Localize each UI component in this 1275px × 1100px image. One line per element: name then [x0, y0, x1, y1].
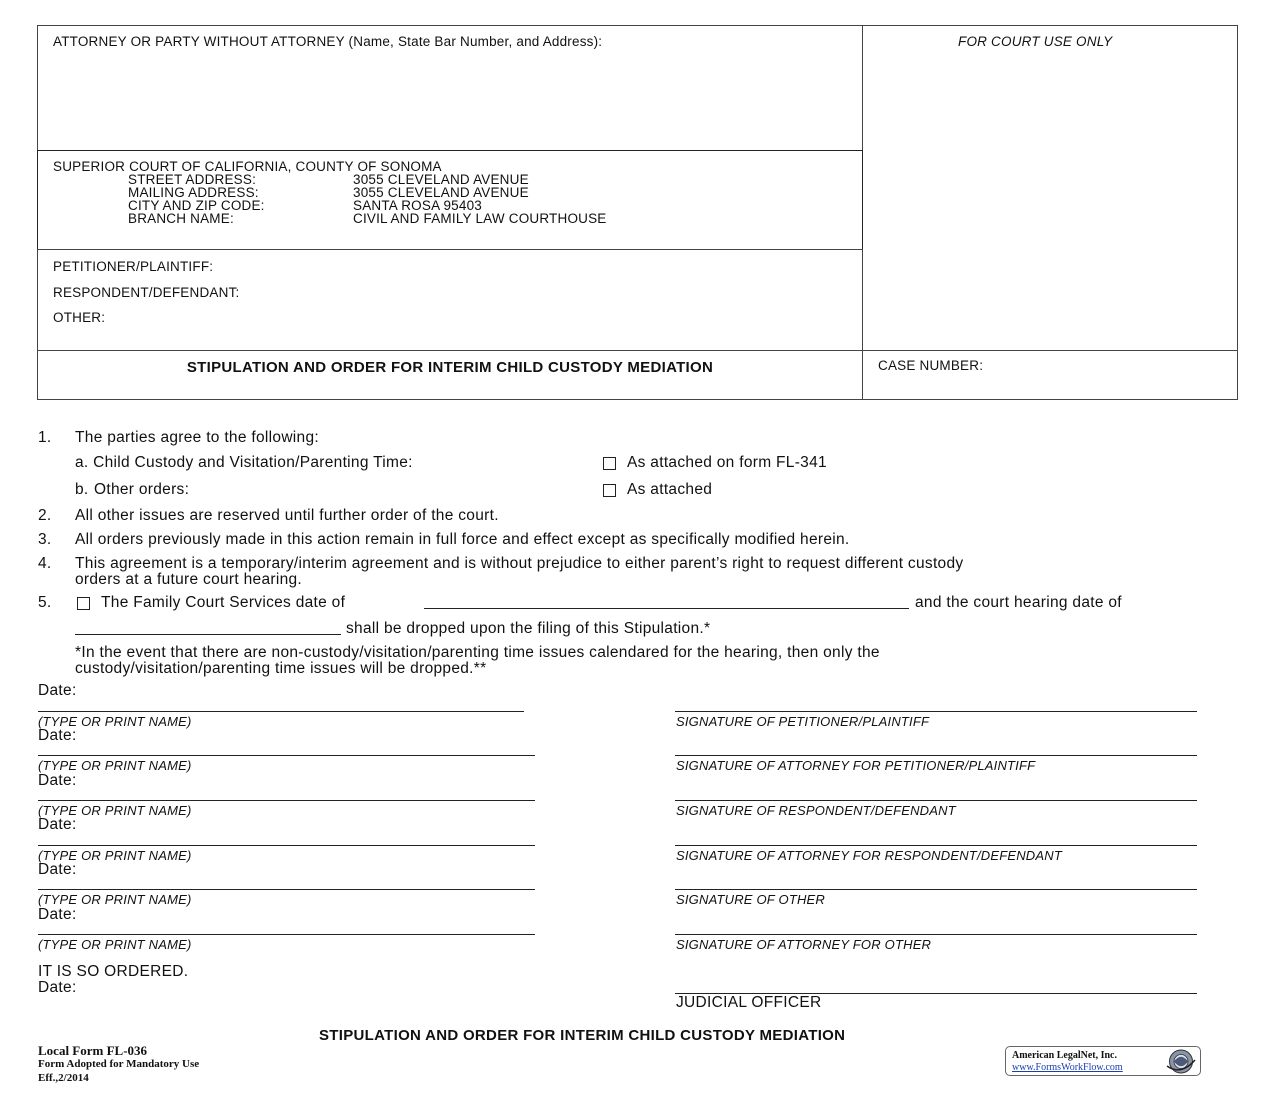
form-effective: Eff.,2/2014: [38, 1072, 89, 1084]
footnote-line-1: *In the event that there are non-custody/visitation/parenting time issues calendared for the hearing, then only the: [75, 644, 880, 661]
signature-line[interactable]: [675, 934, 1197, 935]
signature-label: SIGNATURE OF RESPONDENT/DEFENDANT: [676, 803, 956, 818]
signature-line[interactable]: [675, 800, 1197, 801]
court-branch-value: CIVIL AND FAMILY LAW COURTHOUSE: [353, 211, 607, 226]
court-street-label: STREET ADDRESS:: [128, 172, 257, 187]
attorney-label: ATTORNEY OR PARTY WITHOUT ATTORNEY (Name, State Bar Number, and Address):: [53, 34, 603, 49]
court-name: SUPERIOR COURT OF CALIFORNIA, COUNTY OF SONOMA: [53, 159, 442, 174]
fl341-checkbox[interactable]: [603, 457, 616, 470]
item-2-text: All other issues are reserved until further order of the court.: [75, 507, 499, 524]
other-orders-checkbox[interactable]: [603, 484, 616, 497]
petitioner-label: PETITIONER/PLAINTIFF:: [53, 259, 214, 274]
case-number-label: CASE NUMBER:: [878, 358, 984, 373]
signature-label: SIGNATURE OF OTHER: [676, 892, 826, 907]
court-city-label: CITY AND ZIP CODE:: [128, 198, 265, 213]
date-label: Date:: [38, 682, 77, 699]
print-name-line[interactable]: [38, 889, 535, 890]
vendor-name: American LegalNet, Inc.: [1012, 1050, 1117, 1061]
print-name-label: (TYPE OR PRINT NAME): [38, 803, 192, 818]
print-name-label: (TYPE OR PRINT NAME): [38, 848, 192, 863]
date-label: Date:: [38, 906, 77, 923]
court-city-value: SANTA ROSA 95403: [353, 198, 483, 213]
print-name-line[interactable]: [38, 800, 535, 801]
fcs-date-checkbox[interactable]: [77, 597, 90, 610]
signature-line[interactable]: [675, 711, 1197, 712]
item-1b-letter: b.: [75, 481, 89, 498]
other-label: OTHER:: [53, 310, 106, 325]
court-use-label: FOR COURT USE ONLY: [958, 34, 1113, 49]
item-5-part-2: and the court hearing date of: [915, 594, 1122, 611]
signature-line[interactable]: [675, 845, 1197, 846]
signature-line[interactable]: [675, 889, 1197, 890]
judicial-officer-label: JUDICIAL OFFICER: [676, 994, 822, 1011]
order-date-label: Date:: [38, 979, 77, 996]
item-1a-label: a. Child Custody and Visitation/Parenting Time:: [75, 454, 413, 471]
item-1a-option: As attached on form FL-341: [627, 454, 827, 471]
item-1-number: 1.: [38, 429, 52, 446]
item-4-line-1: This agreement is a temporary/interim agreement and is without prejudice to either parent’s right to request different custody: [75, 555, 964, 572]
footnote-line-2: custody/visitation/parenting time issues will be dropped.**: [75, 660, 487, 677]
print-name-line[interactable]: [38, 845, 535, 846]
date-label: Date:: [38, 772, 77, 789]
form-id: Local Form FL-036: [38, 1043, 148, 1058]
date-label: Date:: [38, 861, 77, 878]
form-title: STIPULATION AND ORDER FOR INTERIM CHILD CUSTODY MEDIATION: [186, 359, 714, 376]
signature-line[interactable]: [675, 755, 1197, 756]
footer-title: STIPULATION AND ORDER FOR INTERIM CHILD CUSTODY MEDIATION: [319, 1027, 846, 1044]
fcs-date-field[interactable]: [424, 608, 909, 609]
date-label: Date:: [38, 816, 77, 833]
item-4-line-2: orders at a future court hearing.: [75, 571, 303, 588]
item-5-part-1: The Family Court Services date of: [101, 594, 346, 611]
print-name-label: (TYPE OR PRINT NAME): [38, 937, 192, 952]
item-4-number: 4.: [38, 555, 52, 572]
so-ordered-text: IT IS SO ORDERED.: [38, 963, 189, 980]
form-adopted: Form Adopted for Mandatory Use: [38, 1058, 200, 1070]
print-name-label: (TYPE OR PRINT NAME): [38, 714, 192, 729]
print-name-line[interactable]: [38, 755, 535, 756]
item-3-text: All orders previously made in this action remain in full force and effect except as specifically modified herein.: [75, 531, 850, 548]
court-street-value: 3055 CLEVELAND AVENUE: [353, 172, 529, 187]
print-name-line[interactable]: [38, 711, 524, 712]
signature-label: SIGNATURE OF PETITIONER/PLAINTIFF: [676, 714, 930, 729]
signature-label: SIGNATURE OF ATTORNEY FOR OTHER: [676, 937, 932, 952]
court-branch-label: BRANCH NAME:: [128, 211, 234, 226]
signature-label: SIGNATURE OF ATTORNEY FOR PETITIONER/PLAINTIFF: [676, 758, 1036, 773]
court-mailing-label: MAILING ADDRESS:: [128, 185, 259, 200]
item-1-text: The parties agree to the following:: [75, 429, 319, 446]
vendor-url[interactable]: www.FormsWorkFlow.com: [1012, 1062, 1123, 1073]
item-5-number: 5.: [38, 594, 52, 611]
court-mailing-value: 3055 CLEVELAND AVENUE: [353, 185, 529, 200]
vendor-badge[interactable]: [1005, 1046, 1201, 1076]
item-5-part-3: shall be dropped upon the filing of this Stipulation.*: [346, 620, 711, 637]
print-name-line[interactable]: [38, 934, 535, 935]
print-name-label: (TYPE OR PRINT NAME): [38, 892, 192, 907]
item-1b-option: As attached: [627, 481, 713, 498]
print-name-label: (TYPE OR PRINT NAME): [38, 758, 192, 773]
globe-logo-icon: [1164, 1048, 1198, 1075]
item-2-number: 2.: [38, 507, 52, 524]
respondent-label: RESPONDENT/DEFENDANT:: [53, 285, 240, 300]
item-1b-label: Other orders:: [94, 481, 190, 498]
signature-label: SIGNATURE OF ATTORNEY FOR RESPONDENT/DEFENDANT: [676, 848, 1062, 863]
date-label: Date:: [38, 727, 77, 744]
court-use-box: [862, 25, 1238, 351]
item-3-number: 3.: [38, 531, 52, 548]
hearing-date-field[interactable]: [75, 634, 341, 635]
